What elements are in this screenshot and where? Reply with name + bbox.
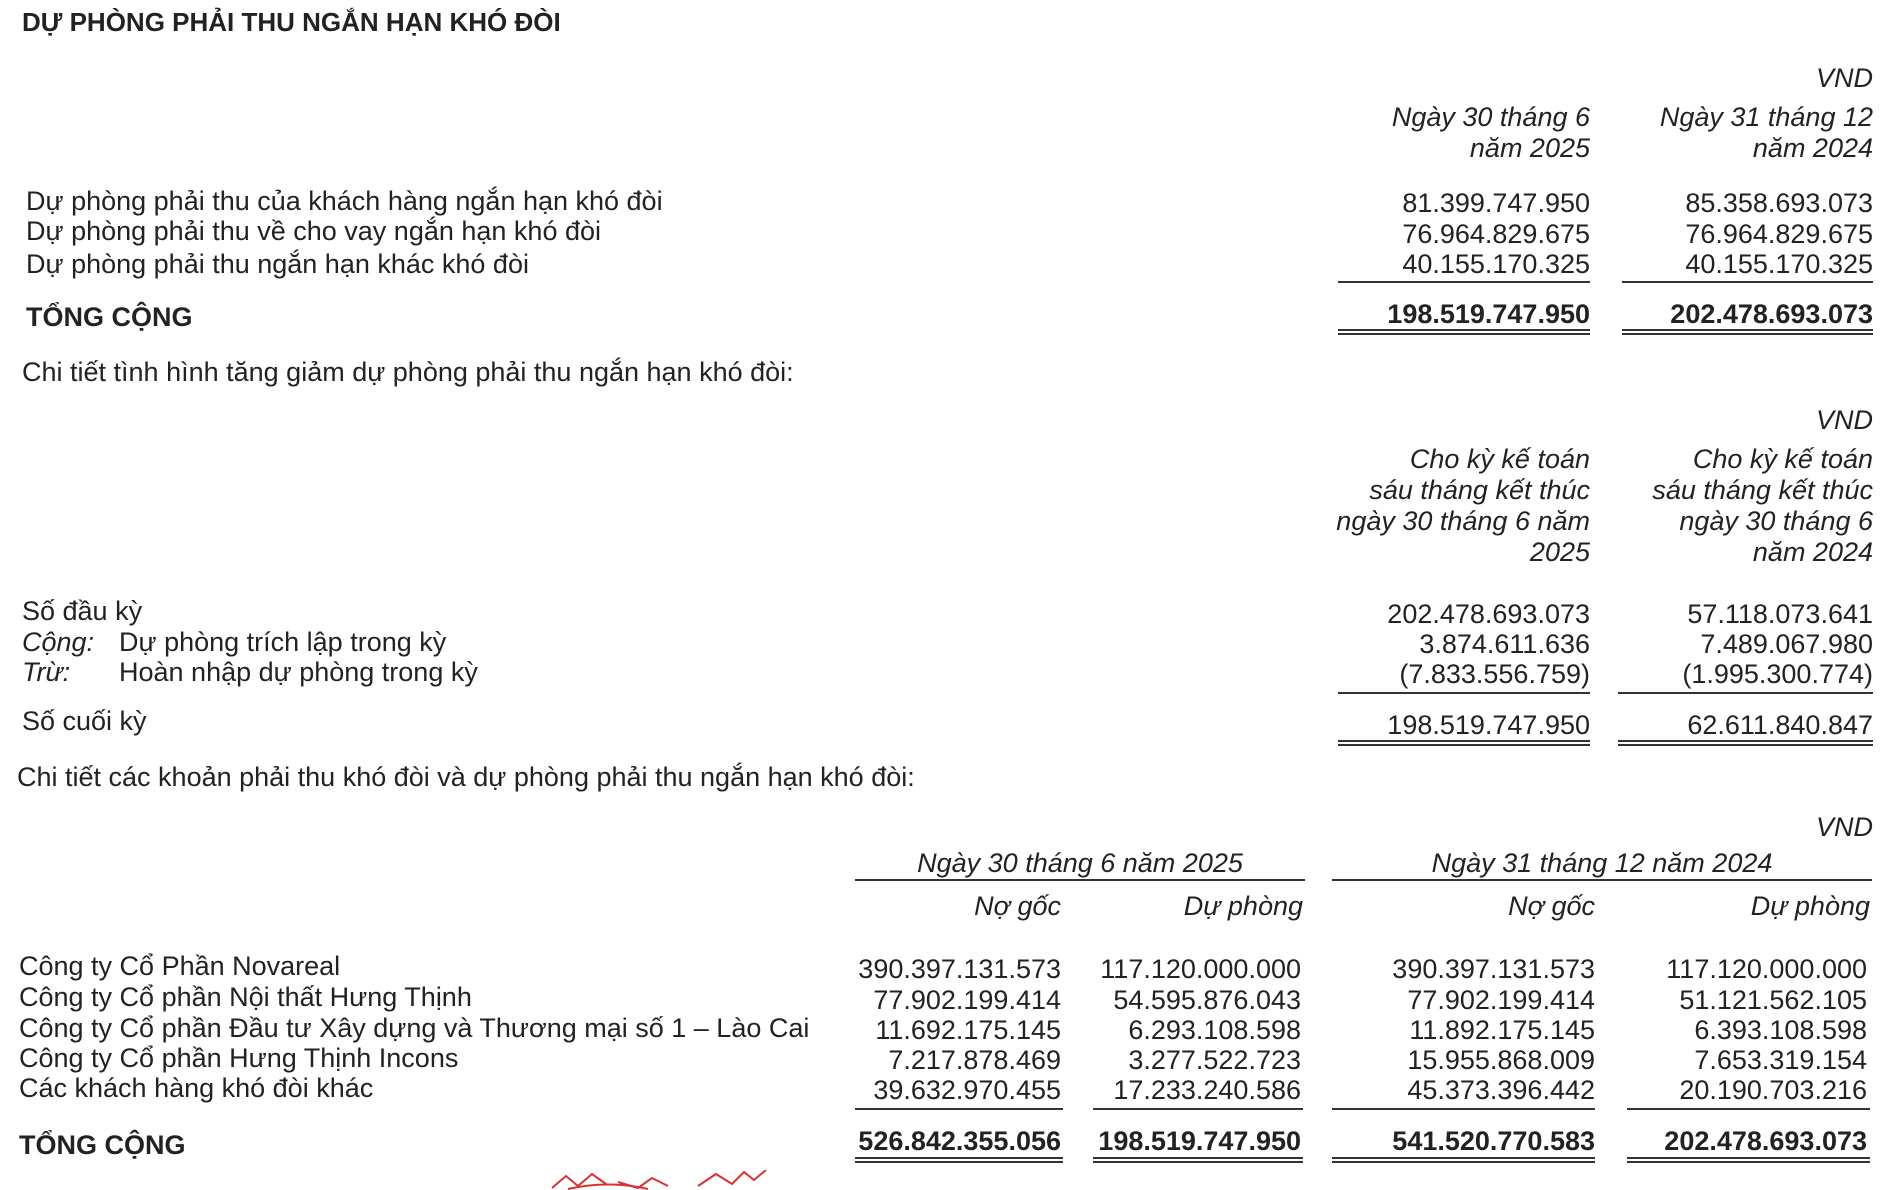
t3-row-label: Công ty Cổ phần Hưng Thịnh Incons xyxy=(19,1043,459,1073)
t1-col2-header-line2: năm 2024 xyxy=(1752,133,1873,163)
t2-closing-value-2024: 62.611.840.847 xyxy=(1687,710,1873,740)
t1-col2-total-double-rule xyxy=(1622,329,1873,335)
t3-row-principal-2025: 7.217.878.469 xyxy=(888,1045,1061,1075)
t1-col1-subtotal-rule xyxy=(1338,281,1590,283)
currency-label-1: VND xyxy=(1815,63,1873,93)
t2-less-label: Hoàn nhập dự phòng trong kỳ xyxy=(119,657,478,687)
t3-row-provision-2025: 54.595.876.043 xyxy=(1113,985,1301,1015)
t3-principal-2025-total-double-rule xyxy=(855,1157,1063,1163)
t3-row-provision-2024: 20.190.703.216 xyxy=(1679,1075,1867,1105)
t3-row-principal-2024: 11.892.175.145 xyxy=(1409,1015,1595,1045)
t2-add-value-2024: 7.489.067.980 xyxy=(1700,629,1873,659)
t3-row-label: Công ty Cổ phần Đầu tư Xây dựng và Thương mại số 1 – Lào Cai xyxy=(19,1013,810,1043)
t2-col1-header-line3: ngày 30 tháng 6 năm xyxy=(1336,506,1590,536)
t3-group-header-2024: Ngày 31 tháng 12 năm 2024 xyxy=(1431,848,1773,878)
t3-total-provision-2024: 202.478.693.073 xyxy=(1664,1126,1867,1156)
t1-col2-header-line1: Ngày 31 tháng 12 xyxy=(1659,102,1873,132)
t1-row-label: Dự phòng phải thu về cho vay ngắn hạn khó đòi xyxy=(26,216,601,246)
t3-sub-principal-2024: Nợ gốc xyxy=(1508,891,1595,921)
t1-row-value-2025: 81.399.747.950 xyxy=(1402,188,1590,218)
t3-row-provision-2024: 117.120.000.000 xyxy=(1666,954,1867,984)
t1-total-value-2024: 202.478.693.073 xyxy=(1670,299,1873,329)
t1-row-value-2024: 40.155.170.325 xyxy=(1685,249,1873,279)
t2-opening-label: Số đầu kỳ xyxy=(22,596,143,626)
t3-principal-2024-total-double-rule xyxy=(1332,1157,1595,1163)
t2-opening-value-2024: 57.118.073.641 xyxy=(1687,599,1873,629)
t3-row-principal-2025: 390.397.131.573 xyxy=(858,954,1061,984)
t2-col2-header-line1: Cho kỳ kế toán xyxy=(1692,444,1873,474)
t3-total-principal-2025: 526.842.355.056 xyxy=(858,1126,1061,1156)
t3-row-provision-2025: 6.293.108.598 xyxy=(1128,1015,1301,1045)
t2-col1-total-double-rule xyxy=(1338,740,1590,746)
t3-provision-2024-total-double-rule xyxy=(1627,1157,1870,1163)
t3-provision-2024-subtotal-rule xyxy=(1627,1108,1870,1110)
t3-group-rule-2024 xyxy=(1332,879,1872,881)
t3-row-label: Các khách hàng khó đòi khác xyxy=(19,1073,374,1103)
t3-row-principal-2024: 15.955.868.009 xyxy=(1407,1045,1595,1075)
t2-col2-header-line3: ngày 30 tháng 6 xyxy=(1679,506,1873,536)
t2-less-prefix: Trừ: xyxy=(22,657,71,687)
red-seal-fragment-icon xyxy=(548,1170,788,1190)
t1-col1-header-line2: năm 2025 xyxy=(1469,133,1590,163)
t3-group-rule-2025 xyxy=(855,879,1305,881)
t1-row-value-2025: 40.155.170.325 xyxy=(1402,249,1590,279)
t2-col2-header-line2: sáu tháng kết thúc xyxy=(1652,475,1873,505)
t3-total-provision-2025: 198.519.747.950 xyxy=(1098,1126,1301,1156)
t2-closing-value-2025: 198.519.747.950 xyxy=(1387,710,1590,740)
t2-less-value-2024: (1.995.300.774) xyxy=(1682,659,1873,689)
t3-row-principal-2024: 390.397.131.573 xyxy=(1392,954,1595,984)
t3-row-provision-2025: 3.277.522.723 xyxy=(1128,1045,1301,1075)
t3-row-label: Công ty Cổ Phần Novareal xyxy=(19,951,341,981)
t2-closing-label: Số cuối kỳ xyxy=(22,706,147,736)
t2-col2-subtotal-rule xyxy=(1618,692,1873,694)
t3-row-principal-2025: 77.902.199.414 xyxy=(873,985,1061,1015)
t3-row-provision-2024: 7.653.319.154 xyxy=(1694,1045,1867,1075)
t1-col2-subtotal-rule xyxy=(1622,281,1873,283)
t1-row-label: Dự phòng phải thu của khách hàng ngắn hạn khó đòi xyxy=(26,186,663,216)
t2-opening-value-2025: 202.478.693.073 xyxy=(1387,599,1590,629)
t2-add-prefix: Cộng: xyxy=(22,627,95,657)
t3-sub-principal-2025: Nợ gốc xyxy=(974,891,1061,921)
t3-principal-2025-subtotal-rule xyxy=(855,1108,1063,1110)
t1-row-label: Dự phòng phải thu ngắn hạn khác khó đòi xyxy=(26,249,529,279)
t3-row-provision-2024: 6.393.108.598 xyxy=(1694,1015,1867,1045)
t2-less-value-2025: (7.833.556.759) xyxy=(1399,659,1590,689)
currency-label-2: VND xyxy=(1815,405,1873,435)
t3-total-principal-2024: 541.520.770.583 xyxy=(1392,1126,1595,1156)
detail-intro: Chi tiết các khoản phải thu khó đòi và dự phòng phải thu ngắn hạn khó đòi: xyxy=(17,762,915,792)
t3-total-label: TỔNG CỘNG xyxy=(19,1130,186,1160)
t1-row-value-2025: 76.964.829.675 xyxy=(1402,219,1590,249)
t3-row-provision-2024: 51.121.562.105 xyxy=(1679,985,1867,1015)
t2-col1-header-line2: sáu tháng kết thúc xyxy=(1369,475,1590,505)
t1-col1-total-double-rule xyxy=(1338,329,1590,335)
t3-row-label: Công ty Cổ phần Nội thất Hưng Thịnh xyxy=(19,982,472,1012)
t2-add-label: Dự phòng trích lập trong kỳ xyxy=(119,627,447,657)
t2-col1-subtotal-rule xyxy=(1338,692,1590,694)
t2-col1-header-line1: Cho kỳ kế toán xyxy=(1409,444,1590,474)
t3-row-principal-2025: 11.692.175.145 xyxy=(875,1015,1061,1045)
t2-col2-total-double-rule xyxy=(1618,740,1873,746)
t3-principal-2024-subtotal-rule xyxy=(1332,1108,1595,1110)
t3-row-principal-2025: 39.632.970.455 xyxy=(873,1075,1061,1105)
t2-add-value-2025: 3.874.611.636 xyxy=(1419,629,1590,659)
t1-row-value-2024: 85.358.693.073 xyxy=(1685,188,1873,218)
currency-label-3: VND xyxy=(1815,812,1873,842)
t3-provision-2025-subtotal-rule xyxy=(1093,1108,1303,1110)
t3-row-principal-2024: 77.902.199.414 xyxy=(1407,985,1595,1015)
t3-row-principal-2024: 45.373.396.442 xyxy=(1407,1075,1595,1105)
t1-row-value-2024: 76.964.829.675 xyxy=(1685,219,1873,249)
t1-total-label: TỔNG CỘNG xyxy=(26,302,193,332)
t3-sub-provision-2024: Dự phòng xyxy=(1750,891,1870,921)
t2-col2-header-line4: năm 2024 xyxy=(1752,537,1873,567)
t1-col1-header-line1: Ngày 30 tháng 6 xyxy=(1391,102,1590,132)
movement-intro: Chi tiết tình hình tăng giảm dự phòng phải thu ngắn hạn khó đòi: xyxy=(22,357,794,387)
t2-col1-header-line4: 2025 xyxy=(1529,537,1590,567)
section-title: DỰ PHÒNG PHẢI THU NGẮN HẠN KHÓ ĐÒI xyxy=(22,7,561,37)
t1-total-value-2025: 198.519.747.950 xyxy=(1387,299,1590,329)
t3-row-provision-2025: 117.120.000.000 xyxy=(1100,954,1301,984)
t3-group-header-2025: Ngày 30 tháng 6 năm 2025 xyxy=(917,848,1243,878)
t3-provision-2025-total-double-rule xyxy=(1093,1157,1303,1163)
t3-row-provision-2025: 17.233.240.586 xyxy=(1113,1075,1301,1105)
t3-sub-provision-2025: Dự phòng xyxy=(1183,891,1303,921)
